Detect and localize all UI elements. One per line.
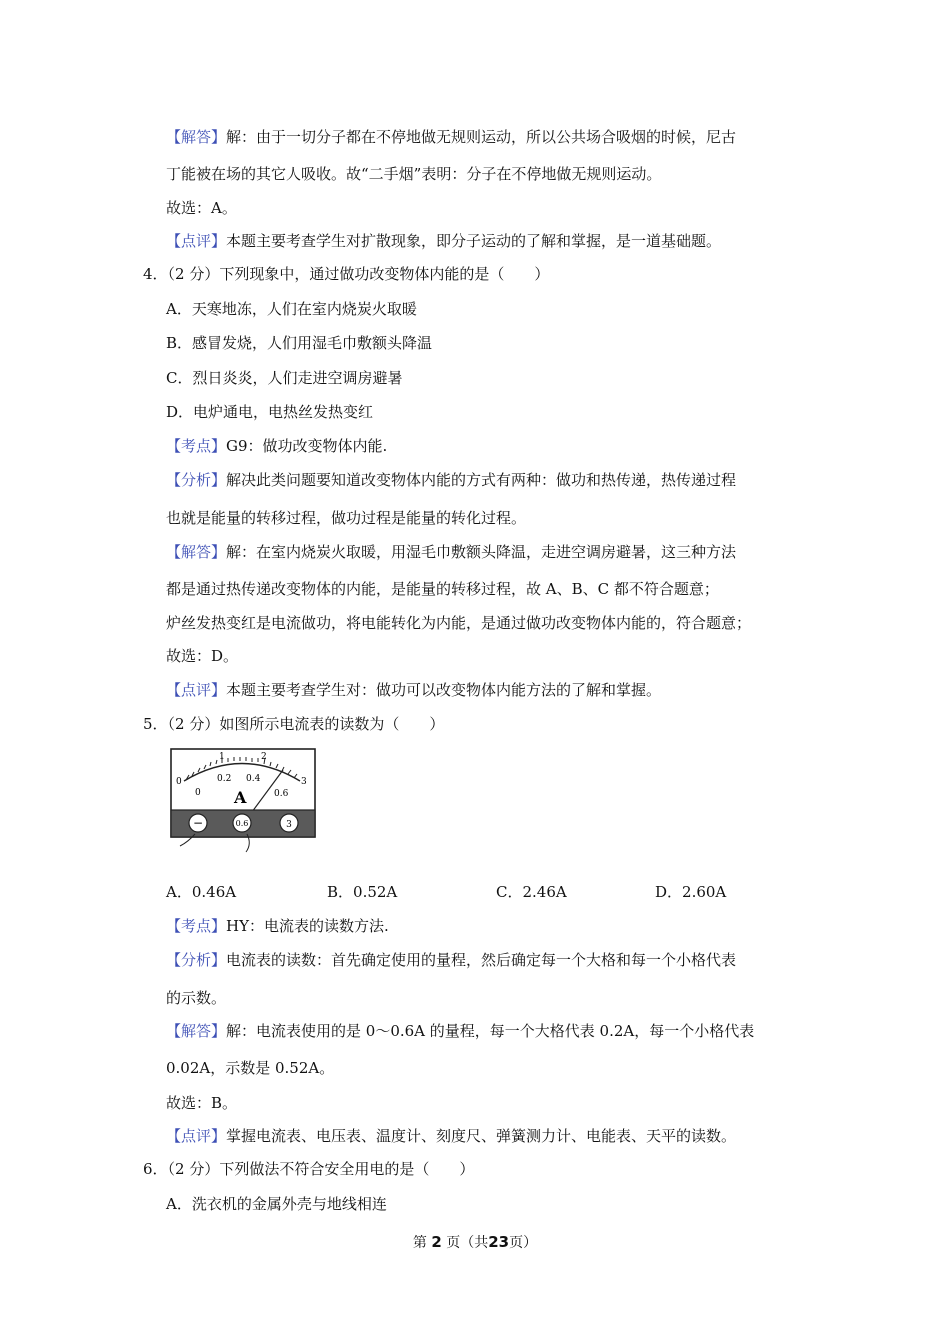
q4-jieda-line1: 【解答】解：在室内烧炭火取暖，用湿毛巾敷额头降温，走进空调房避暑，这三种方法 [166,543,737,561]
q4-option-d: D．电炉通电，电热丝发热变红 [166,403,374,421]
terminal-negative-label: − [192,816,204,830]
scale-bottom-06: 0.6 [274,789,289,799]
tag-jieda: 【解答】 [166,1022,227,1040]
page-footer: 第 2 页（共23页） [412,1233,538,1251]
terminal-3-label: 3 [286,820,292,830]
tag-jieda: 【解答】 [166,128,227,146]
meter-unit: A [234,788,247,807]
q5-option-b: B．0.52A [327,883,398,901]
tag-dianping: 【点评】 [166,1127,227,1145]
terminal-06-label: 0.6 [235,819,249,828]
page-number: 2 [431,1233,442,1251]
q3-answer: 故选：A。 [166,199,237,217]
tag-dianping: 【点评】 [166,232,227,250]
page-total: 23 [488,1233,510,1251]
q5-jieda-line1: 【解答】解：电流表使用的是 0～0.6A 的量程，每一个大格代表 0.2A，每一个小格代表 [166,1022,755,1040]
tag-dianping: 【点评】 [166,681,227,699]
scale-bottom-02: 0.2 [217,774,232,784]
ammeter-figure [170,748,320,856]
scale-bottom-04: 0.4 [246,774,261,784]
q4-option-b: B．感冒发烧，人们用湿毛巾敷额头降温 [166,334,433,352]
q4-answer: 故选：D。 [166,647,239,665]
q4-kaodian: 【考点】G9：做功改变物体内能. [166,437,388,455]
scale-left-zero: 0 [176,777,182,787]
q3-jieda-line1: 【解答】解：由于一切分子都在不停地做无规则运动，所以公共场合吸烟的时候，尼古 [166,128,737,146]
scale-top-1: 1 [219,752,225,762]
q5-option-d: D．2.60A [655,883,727,901]
scale-top-2: 2 [261,752,267,762]
q5-jieda-line2: 0.02A，示数是 0.52A。 [166,1059,335,1077]
q4-fenxi-line2: 也就是能量的转移过程，做功过程是能量的转化过程。 [166,509,527,527]
scale-inner-zero: 0 [195,788,201,798]
q4-jieda-line2: 都是通过热传递改变物体的内能，是能量的转移过程，故 A、B、C 都不符合题意； [166,580,719,598]
tag-fenxi: 【分析】 [166,951,227,969]
q4-stem: 4．（2 分）下列现象中，通过做功改变物体内能的是（ ） [143,265,550,283]
q5-answer: 故选：B。 [166,1094,238,1112]
q4-dianping: 【点评】本题主要考查学生对：做功可以改变物体内能方法的了解和掌握。 [166,681,662,699]
tag-kaodian: 【考点】 [166,437,227,455]
q3-jieda-line2: 丁能被在场的其它人吸收。故“二手烟”表明：分子在不停地做无规则运动。 [166,165,662,183]
q6-option-a: A．洗衣机的金属外壳与地线相连 [166,1195,387,1213]
scale-right-max: 3 [301,777,307,787]
q5-dianping: 【点评】掌握电流表、电压表、温度计、刻度尺、弹簧测力计、电能表、天平的读数。 [166,1127,737,1145]
q5-option-a: A．0.46A [166,883,237,901]
tag-kaodian: 【考点】 [166,917,227,935]
q4-fenxi-line1: 【分析】解决此类问题要知道改变物体内能的方式有两种：做功和热传递，热传递过程 [166,471,737,489]
q5-kaodian: 【考点】HY：电流表的读数方法. [166,917,389,935]
q3-dianping: 【点评】本题主要考查学生对扩散现象，即分子运动的了解和掌握，是一道基础题。 [166,232,722,250]
q4-jieda-line3: 炉丝发热变红是电流做功，将电能转化为内能，是通过做功改变物体内能的，符合题意； [166,614,752,632]
q6-stem: 6．（2 分）下列做法不符合安全用电的是（ ） [143,1160,475,1178]
q5-fenxi-line1: 【分析】电流表的读数：首先确定使用的量程，然后确定每一个大格和每一个小格代表 [166,951,737,969]
q5-option-c: C．2.46A [496,883,567,901]
tag-jieda: 【解答】 [166,543,227,561]
q5-fenxi-line2: 的示数。 [166,989,227,1007]
q5-stem: 5．（2 分）如图所示电流表的读数为（ ） [143,715,445,733]
tag-fenxi: 【分析】 [166,471,227,489]
q4-option-c: C．烈日炎炎，人们走进空调房避暑 [166,369,403,387]
q4-option-a: A．天寒地冻，人们在室内烧炭火取暖 [166,300,417,318]
